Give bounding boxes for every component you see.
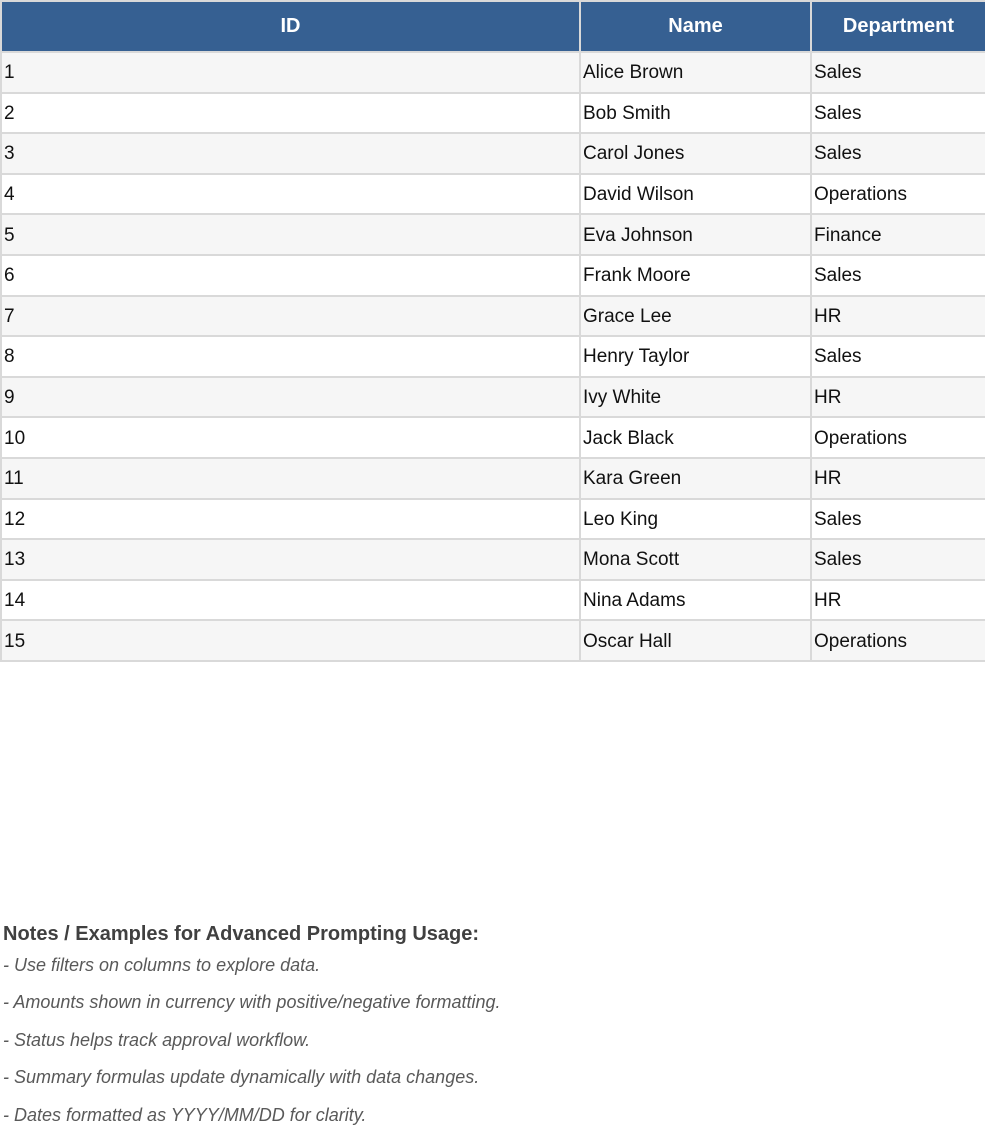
cell-id[interactable]: 1 [1, 52, 580, 93]
cell-id[interactable]: 15 [1, 620, 580, 661]
table-row [1, 52, 985, 93]
table-row [1, 499, 985, 540]
cell-name[interactable]: Grace Lee [580, 296, 811, 337]
table-row [1, 296, 985, 337]
cell-id[interactable]: 6 [1, 255, 580, 296]
cell-name[interactable]: Oscar Hall [580, 620, 811, 661]
notes-list [3, 950, 973, 1137]
cell-department[interactable]: HR [811, 580, 985, 621]
cell-id[interactable]: 10 [1, 417, 580, 458]
cell-name[interactable]: Kara Green [580, 458, 811, 499]
cell-department[interactable]: HR [811, 458, 985, 499]
table-row [1, 458, 985, 499]
table-row [1, 174, 985, 215]
note-line: - Summary formulas update dynamically with data changes. [3, 1067, 480, 1088]
cell-id[interactable]: 8 [1, 336, 580, 377]
column-header-name[interactable]: Name [580, 1, 811, 52]
table-row [1, 336, 985, 377]
cell-id[interactable]: 5 [1, 214, 580, 255]
cell-department[interactable]: Sales [811, 133, 985, 174]
cell-department[interactable]: Sales [811, 499, 985, 540]
table-row [1, 539, 985, 580]
cell-department[interactable]: Sales [811, 336, 985, 377]
table-row [1, 580, 985, 621]
cell-id[interactable]: 3 [1, 133, 580, 174]
cell-name[interactable]: David Wilson [580, 174, 811, 215]
cell-name[interactable]: Ivy White [580, 377, 811, 418]
header-row [1, 1, 985, 52]
table-body [1, 52, 985, 661]
cell-department[interactable]: Operations [811, 174, 985, 215]
column-header-id[interactable]: ID [1, 1, 580, 52]
table-row [1, 93, 985, 134]
table-row [1, 214, 985, 255]
column-header-department[interactable]: Department [811, 1, 985, 52]
cell-name[interactable]: Leo King [580, 499, 811, 540]
table-row [1, 255, 985, 296]
notes-title: Notes / Examples for Advanced Prompting Usage: [3, 923, 480, 945]
cell-name[interactable]: Mona Scott [580, 539, 811, 580]
cell-id[interactable]: 2 [1, 93, 580, 134]
cell-id[interactable]: 4 [1, 174, 580, 215]
cell-name[interactable]: Henry Taylor [580, 336, 811, 377]
cell-department[interactable]: Sales [811, 255, 985, 296]
cell-department[interactable]: Sales [811, 52, 985, 93]
cell-department[interactable]: HR [811, 377, 985, 418]
cell-id[interactable]: 11 [1, 458, 580, 499]
table-row [1, 377, 985, 418]
cell-id[interactable]: 13 [1, 539, 580, 580]
table-row [1, 133, 985, 174]
cell-department[interactable]: Operations [811, 620, 985, 661]
cell-id[interactable]: 14 [1, 580, 580, 621]
note-line: - Status helps track approval workflow. [3, 1029, 311, 1050]
cell-department[interactable]: HR [811, 296, 985, 337]
cell-name[interactable]: Carol Jones [580, 133, 811, 174]
cell-id[interactable]: 9 [1, 377, 580, 418]
note-line: - Amounts shown in currency with positive/negative formatting. [3, 992, 501, 1013]
cell-id[interactable]: 7 [1, 296, 580, 337]
cell-id[interactable]: 12 [1, 499, 580, 540]
cell-name[interactable]: Frank Moore [580, 255, 811, 296]
cell-name[interactable]: Jack Black [580, 417, 811, 458]
table-row [1, 620, 985, 661]
cell-department[interactable]: Finance [811, 214, 985, 255]
cell-name[interactable]: Bob Smith [580, 93, 811, 134]
cell-department[interactable]: Operations [811, 417, 985, 458]
cell-name[interactable]: Nina Adams [580, 580, 811, 621]
cell-department[interactable]: Sales [811, 93, 985, 134]
cell-department[interactable]: Sales [811, 539, 985, 580]
notes-section [3, 918, 973, 1137]
note-line: - Use filters on columns to explore data. [3, 955, 321, 975]
cell-name[interactable]: Alice Brown [580, 52, 811, 93]
cell-name[interactable]: Eva Johnson [580, 214, 811, 255]
table-row [1, 417, 985, 458]
note-line: - Dates formatted as YYYY/MM/DD for clarity. [3, 1104, 367, 1125]
